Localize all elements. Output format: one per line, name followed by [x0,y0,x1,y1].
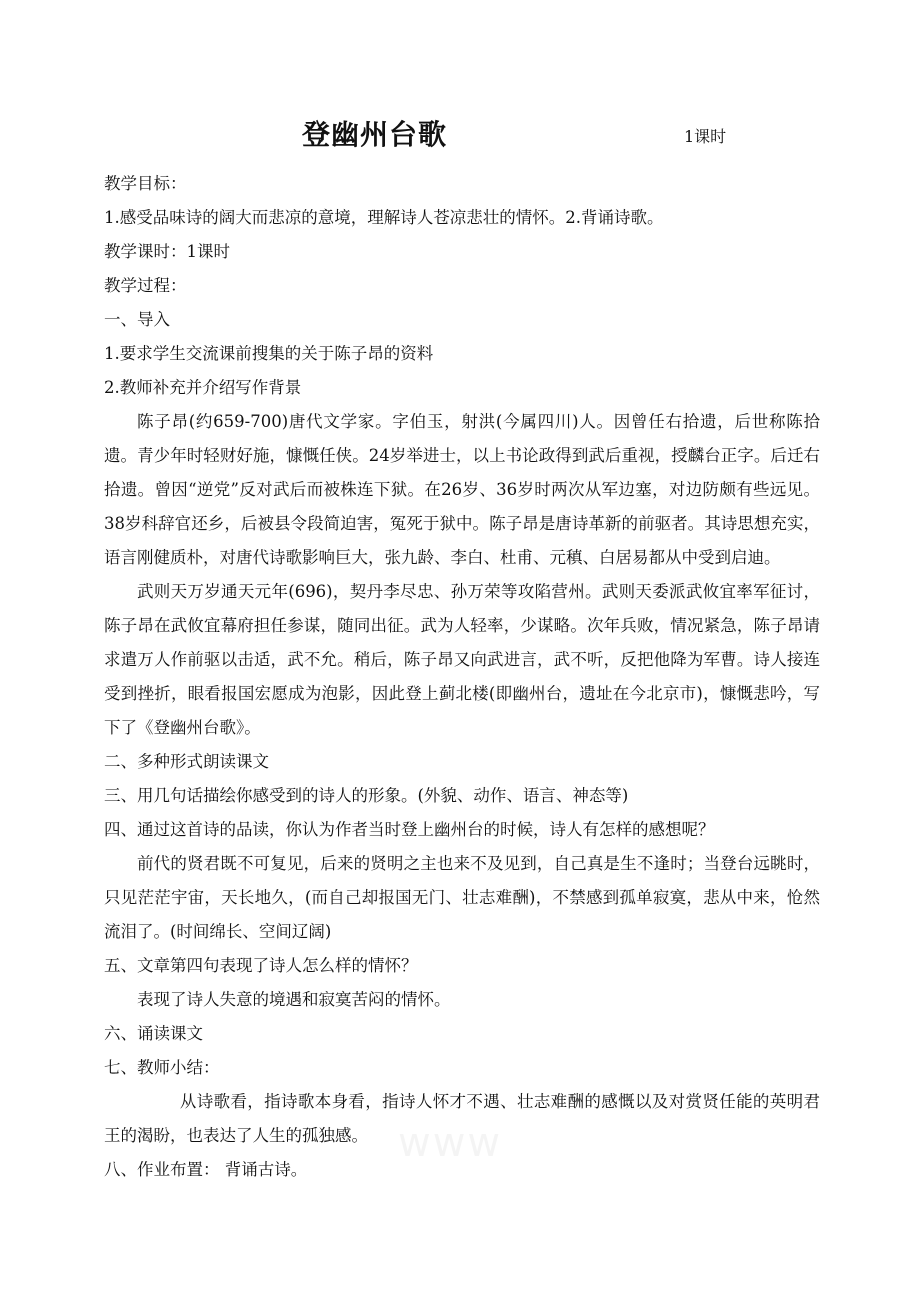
writing-background-paragraph: 武则天万岁通天元年(696)，契丹李尽忠、孙万荣等攻陷营州。武则天委派武攸宜率军征讨，陈子昂在武攸宜幕府担任参谋，随同出征。武为人轻率，少谋略。次年兵败，情况紧急，陈子昂请求遣万人作前驱以击适，武不允。稍后，陈子昂又向武进言，武不听，反把他降为军曹。诗人接连受到挫折，眼看报国宏愿成为泡影，因此登上蓟北楼(即幽州台，遗址在今北京市)，慷慨悲吟，写下了《登幽州台歌》。 [104,582,820,737]
section-8-heading: 八、作业布置： 背诵古诗。 [104,1160,308,1179]
faint-watermark [398,1120,502,1166]
lesson-plan-body [104,167,820,1187]
section-5-heading: 五、文章第四句表现了诗人怎么样的情怀？ [104,956,418,975]
section-4-heading: 四、通过这首诗的品读，你认为作者当时登上幽州台的时候，诗人有怎样的感想呢？ [104,820,715,839]
section-1-item-1: 1.要求学生交流课前搜集的关于陈子昂的资料 [104,344,434,363]
section-7-summary: 从诗歌看，指诗歌本身看，指诗人怀才不遇、壮志难酬的感慨以及对赏贤任能的英明君王的渴盼，也表达了人生的孤独感。 [104,1092,820,1145]
page-title: 登幽州台歌 [302,118,448,151]
title-row [0,112,920,162]
section-5-answer: 表现了诗人失意的境遇和寂寞苦闷的情怀。 [137,990,451,1009]
class-hours-note: 1课时 [684,127,727,146]
section-4-answer: 前代的贤君既不可复见，后来的贤明之主也来不及见到，自己真是生不逢时；当登台远眺时，只见茫茫宇宙，天长地久，(而自己却报国无门、壮志难酬)，不禁感到孤单寂寞，悲从中来，怆然流泪了。(时间绵长、空间辽阔) [104,854,820,941]
process-label: 教学过程： [104,276,187,295]
section-1-heading: 一、导入 [104,310,170,329]
class-hours: 教学课时：1课时 [104,242,230,261]
section-2-heading: 二、多种形式朗读课文 [104,752,269,771]
section-6-heading: 六、诵读课文 [104,1024,203,1043]
section-7-heading: 七、教师小结： [104,1058,220,1077]
section-1-item-2: 2.教师补充并介绍写作背景 [104,378,302,397]
goal-label: 教学目标： [104,174,187,193]
goal-text: 1.感受品味诗的阔大而悲凉的意境，理解诗人苍凉悲壮的情怀。2.背诵诗歌。 [104,208,664,227]
author-biography-paragraph: 陈子昂(约659-700)唐代文学家。字伯玉，射洪(今属四川)人。因曾任右拾遗，后世称陈拾遗。青少年时轻财好施，慷慨任侠。24岁举进士，以上书论政得到武后重视，授麟台正字。后迁右拾遗。曾因“逆党”反对武后而被株连下狱。在26岁、36岁时两次从军边塞，对边防颇有些远见。38岁科辞官还乡，后被县令段简迫害，冤死于狱中。陈子昂是唐诗革新的前驱者。其诗思想充实，语言刚健质朴，对唐代诗歌影响巨大，张九龄、李白、杜甫、元稹、白居易都从中受到启迪。 [104,412,820,567]
section-3-heading: 三、用几句话描绘你感受到的诗人的形象。(外貌、动作、语言、神态等) [104,786,629,805]
